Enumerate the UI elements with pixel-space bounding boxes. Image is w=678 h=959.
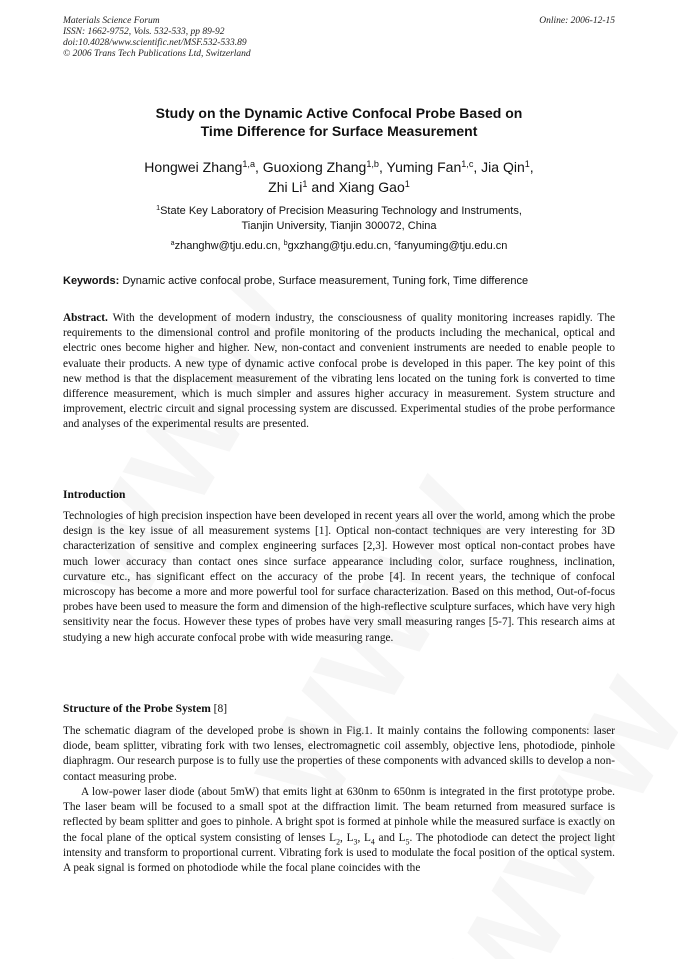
abstract-text: With the development of modern industry, the consciousness of quality monitoring increases rapidly. The requirements to the dimensional control and profile monitoring of the products including the mechanical, optical and electric ones become higher and higher. New, non-contact and convenient instruments are needed to enable people to evaluate their products. A new type of dynamic active confocal probe is developed in this paper. The key point of this new method is that the displacement measurement of the vibrating lens located on the tuning fork is converted to time difference measurement, which is much simpler and assures higher accuracy in measurement. System structure and improvement, electric circuit and signal processing system are discussed. Experimental studies of the probe performance and analyses of the experimental results are presented. — [63, 312, 615, 431]
structure-heading — [63, 702, 615, 717]
title-line-2: Time Difference for Surface Measurement — [200, 123, 478, 139]
affiliation-sup: 1 — [156, 204, 161, 213]
author-name: Hongwei Zhang — [144, 159, 243, 175]
doi-line: doi:10.4028/www.scientific.net/MSF.532-533.89 — [63, 38, 247, 48]
affiliation-text-1: State Key Laboratory of Precision Measuring Technology and Instruments, — [160, 205, 522, 217]
title-line-1: Study on the Dynamic Active Confocal Probe Based on — [155, 105, 523, 121]
author-sup: 1 — [302, 179, 308, 189]
author-sup: 1,a — [242, 159, 256, 169]
abstract-label: Abstract. — [63, 312, 108, 324]
email-sup: b — [283, 239, 288, 248]
copyright-line: © 2006 Trans Tech Publications Ltd, Switzerland — [63, 49, 251, 59]
structure-p2-text-b: . The photodiode can detect the project light intensity and transform to proportional current. Vibrating fork is used to modulate the focal position of the optical system. A peak signal is formed on photodiode while the focal plane coincides with the — [63, 831, 615, 875]
affiliation-line-1 — [63, 204, 615, 219]
author-name: Jia Qin — [481, 159, 525, 175]
author-sup: 1,b — [366, 159, 379, 169]
lens-sub: 3 — [353, 836, 358, 846]
journal-name: Materials Science Forum — [63, 16, 160, 26]
email-link[interactable]: fanyuming@tju.edu.cn — [397, 240, 508, 252]
author-name: Yuming Fan — [386, 159, 462, 175]
structure-heading-ref: [8] — [213, 703, 228, 715]
paper-title — [63, 104, 615, 140]
author-emails: $^a$zhanghw@tju.edu.cn, $^b$gxzhang@tju.edu.cn, $^c$fanyuming@tju.edu.cn — [170, 239, 508, 252]
email-link[interactable]: gxzhang@tju.edu.cn — [287, 240, 389, 252]
author-conjunction: and — [311, 179, 335, 195]
lens-sub: 4 — [370, 836, 375, 846]
author-sup: 1,c — [461, 159, 474, 169]
author-name: Zhi Li — [268, 179, 303, 195]
author-sup: 1 — [404, 179, 410, 189]
keywords — [63, 274, 615, 289]
keywords-label: Keywords: — [63, 275, 120, 287]
structure-heading-text: Structure of the Probe System — [63, 703, 211, 715]
structure-p2-text-a: A low-power laser diode (about 5mW) that emits light at 630nm to 650nm is integrated in the first prototype probe. The laser beam will be focused to a small spot at the diffraction limit. The beam returned from measured surface is reflected by beam splitter and goes to pinhole. A bright spot is formed at pinhole while the measured surface is exactly on the focal plane of the optical system consisting of lenses L — [63, 786, 615, 844]
authors-line-1: Hongwei Zhang$^{1,a}$, Guoxiong Zhang$^{1,b}$, Yuming Fan$^{1,c}$, Jia Qin$^1$, — [144, 159, 534, 175]
authors-line-2 — [63, 177, 615, 197]
author-name: Xiang Gao — [338, 179, 405, 195]
lens-sub: 5 — [405, 836, 410, 846]
author-list — [63, 157, 615, 197]
structure-paragraph-2 — [63, 785, 615, 876]
lens-sub: 2 — [336, 836, 341, 846]
online-date: Online: 2006-12-15 — [539, 16, 615, 26]
affiliation — [63, 204, 615, 234]
issn-line: ISSN: 1662-9752, Vols. 532-533, pp 89-92 — [63, 27, 225, 37]
affiliation-line-2: Tianjin University, Tianjin 300072, China — [241, 220, 437, 232]
keywords-text: Dynamic active confocal probe, Surface measurement, Tuning fork, Time difference — [122, 275, 529, 287]
email-link[interactable]: zhanghw@tju.edu.cn — [174, 240, 278, 252]
author-sup: 1 — [524, 159, 530, 169]
introduction-heading: Introduction — [63, 489, 126, 501]
email-sup: a — [170, 239, 175, 248]
structure-paragraph-1: The schematic diagram of the developed probe is shown in Fig.1. It mainly contains the following components: laser diode, beam splitter, vibrating fork with two lenses, electromagnetic coil assembly, objective lens, photodiode, pinhole diaphragm. Our research purpose is to fully use the properties of these components with advanced skills to develop a non-contact measuring probe. — [63, 725, 615, 783]
lens-sep: , L — [340, 831, 354, 844]
author-name: Guoxiong Zhang — [262, 159, 367, 175]
introduction-paragraph: Technologies of high precision inspection have been developed in recent years all over the world, among which the probe design is the key issue of all measurement systems [1]. Optical non-contact techniques are very interesting for 3D characterization of sensitive and complex engineering surfaces [2,3]. However most optical non-contact probes have much lower accuracy than contact ones since surface appearance including color, surface roughness, inclination, curvature etc., has significant effect on the accuracy of the probe [4]. In recent years, the technique of confocal microscopy has become a more and more powerful tool for surface characterization. Based on this method, Out-of-focus probes have been used to measure the form and dimension of the high-reflective sculpture surfaces, which have very high sensitivity near the focus. However these types of probes have very small measuring ranges [5-7]. This research aims at studying a new high accurate confocal probe with wide measuring range. — [63, 510, 615, 644]
abstract — [63, 311, 615, 433]
page-header — [63, 16, 615, 60]
lens-sep: , L — [357, 831, 371, 844]
lens-sep: and L — [374, 831, 406, 844]
email-sup: c — [394, 239, 398, 248]
